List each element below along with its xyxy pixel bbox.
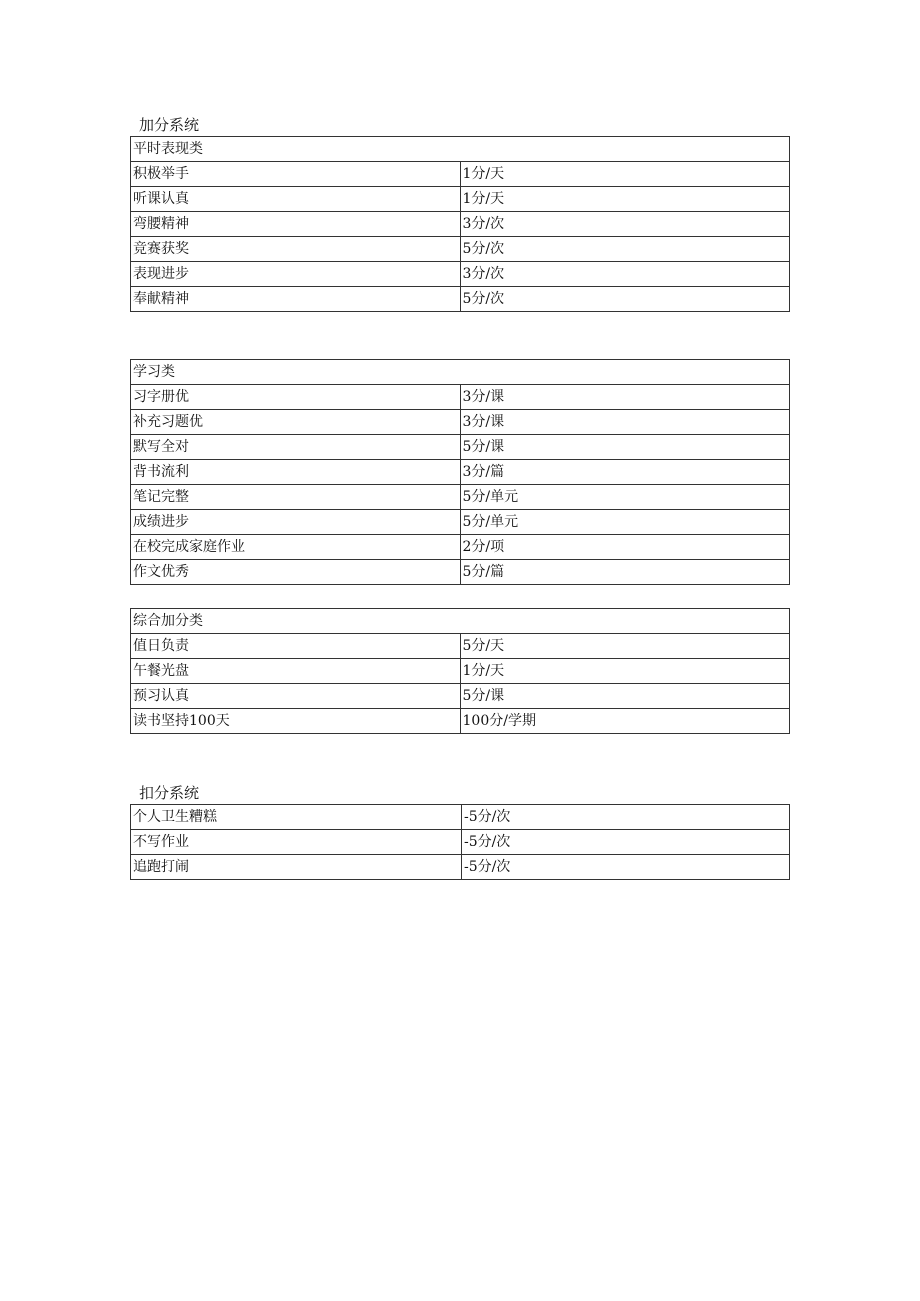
item-points: 5分/天	[460, 634, 790, 659]
table-row	[131, 634, 790, 659]
deduction-system-title: 扣分系统	[139, 784, 200, 802]
item-name: 追跑打闹	[131, 855, 462, 880]
item-points: -5分/次	[462, 805, 790, 830]
table-row	[131, 237, 790, 262]
item-name: 不写作业	[131, 830, 462, 855]
table-row	[131, 162, 790, 187]
item-points: 3分/次	[460, 262, 790, 287]
item-points: 3分/课	[460, 410, 790, 435]
table-caption: 综合加分类	[131, 609, 790, 634]
table-caption-row	[131, 137, 790, 162]
general-bonus-table	[130, 608, 790, 734]
table-row	[131, 410, 790, 435]
item-points: 5分/篇	[460, 560, 790, 585]
item-points: 3分/篇	[460, 460, 790, 485]
table-caption-row	[131, 360, 790, 385]
item-name: 习字册优	[131, 385, 461, 410]
item-points: -5分/次	[462, 855, 790, 880]
table-row	[131, 535, 790, 560]
item-points: 2分/项	[460, 535, 790, 560]
table-caption: 学习类	[131, 360, 790, 385]
item-name: 作文优秀	[131, 560, 461, 585]
item-name: 个人卫生糟糕	[131, 805, 462, 830]
item-points: 5分/次	[460, 237, 790, 262]
table-row	[131, 435, 790, 460]
table-caption-row	[131, 609, 790, 634]
table-row	[131, 709, 790, 734]
item-name: 读书坚持100天	[131, 709, 461, 734]
item-name: 奉献精神	[131, 287, 461, 312]
item-points: 5分/课	[460, 684, 790, 709]
table-row	[131, 262, 790, 287]
table-row	[131, 855, 790, 880]
item-name: 在校完成家庭作业	[131, 535, 461, 560]
item-name: 表现进步	[131, 262, 461, 287]
table-row	[131, 287, 790, 312]
item-points: 3分/次	[460, 212, 790, 237]
item-name: 默写全对	[131, 435, 461, 460]
table-caption: 平时表现类	[131, 137, 790, 162]
deduction-table	[130, 804, 790, 880]
table-row	[131, 510, 790, 535]
item-name: 值日负责	[131, 634, 461, 659]
item-points: 1分/天	[460, 659, 790, 684]
table-row	[131, 460, 790, 485]
item-name: 预习认真	[131, 684, 461, 709]
item-points: 5分/次	[460, 287, 790, 312]
table-row	[131, 385, 790, 410]
item-name: 竞赛获奖	[131, 237, 461, 262]
item-points: 5分/单元	[460, 510, 790, 535]
table-row	[131, 830, 790, 855]
table-row	[131, 560, 790, 585]
item-points: 1分/天	[460, 187, 790, 212]
item-name: 补充习题优	[131, 410, 461, 435]
study-table	[130, 359, 790, 585]
item-name: 背书流利	[131, 460, 461, 485]
item-name: 听课认真	[131, 187, 461, 212]
item-points: 1分/天	[460, 162, 790, 187]
table-row	[131, 805, 790, 830]
item-name: 笔记完整	[131, 485, 461, 510]
item-points: 3分/课	[460, 385, 790, 410]
item-points: 5分/单元	[460, 485, 790, 510]
item-points: 100分/学期	[460, 709, 790, 734]
table-row	[131, 187, 790, 212]
item-name: 弯腰精神	[131, 212, 461, 237]
daily-performance-table	[130, 136, 790, 312]
table-row	[131, 684, 790, 709]
bonus-system-title: 加分系统	[139, 116, 200, 134]
table-row	[131, 659, 790, 684]
item-points: 5分/课	[460, 435, 790, 460]
item-name: 成绩进步	[131, 510, 461, 535]
table-row	[131, 212, 790, 237]
table-row	[131, 485, 790, 510]
item-name: 积极举手	[131, 162, 461, 187]
item-name: 午餐光盘	[131, 659, 461, 684]
item-points: -5分/次	[462, 830, 790, 855]
